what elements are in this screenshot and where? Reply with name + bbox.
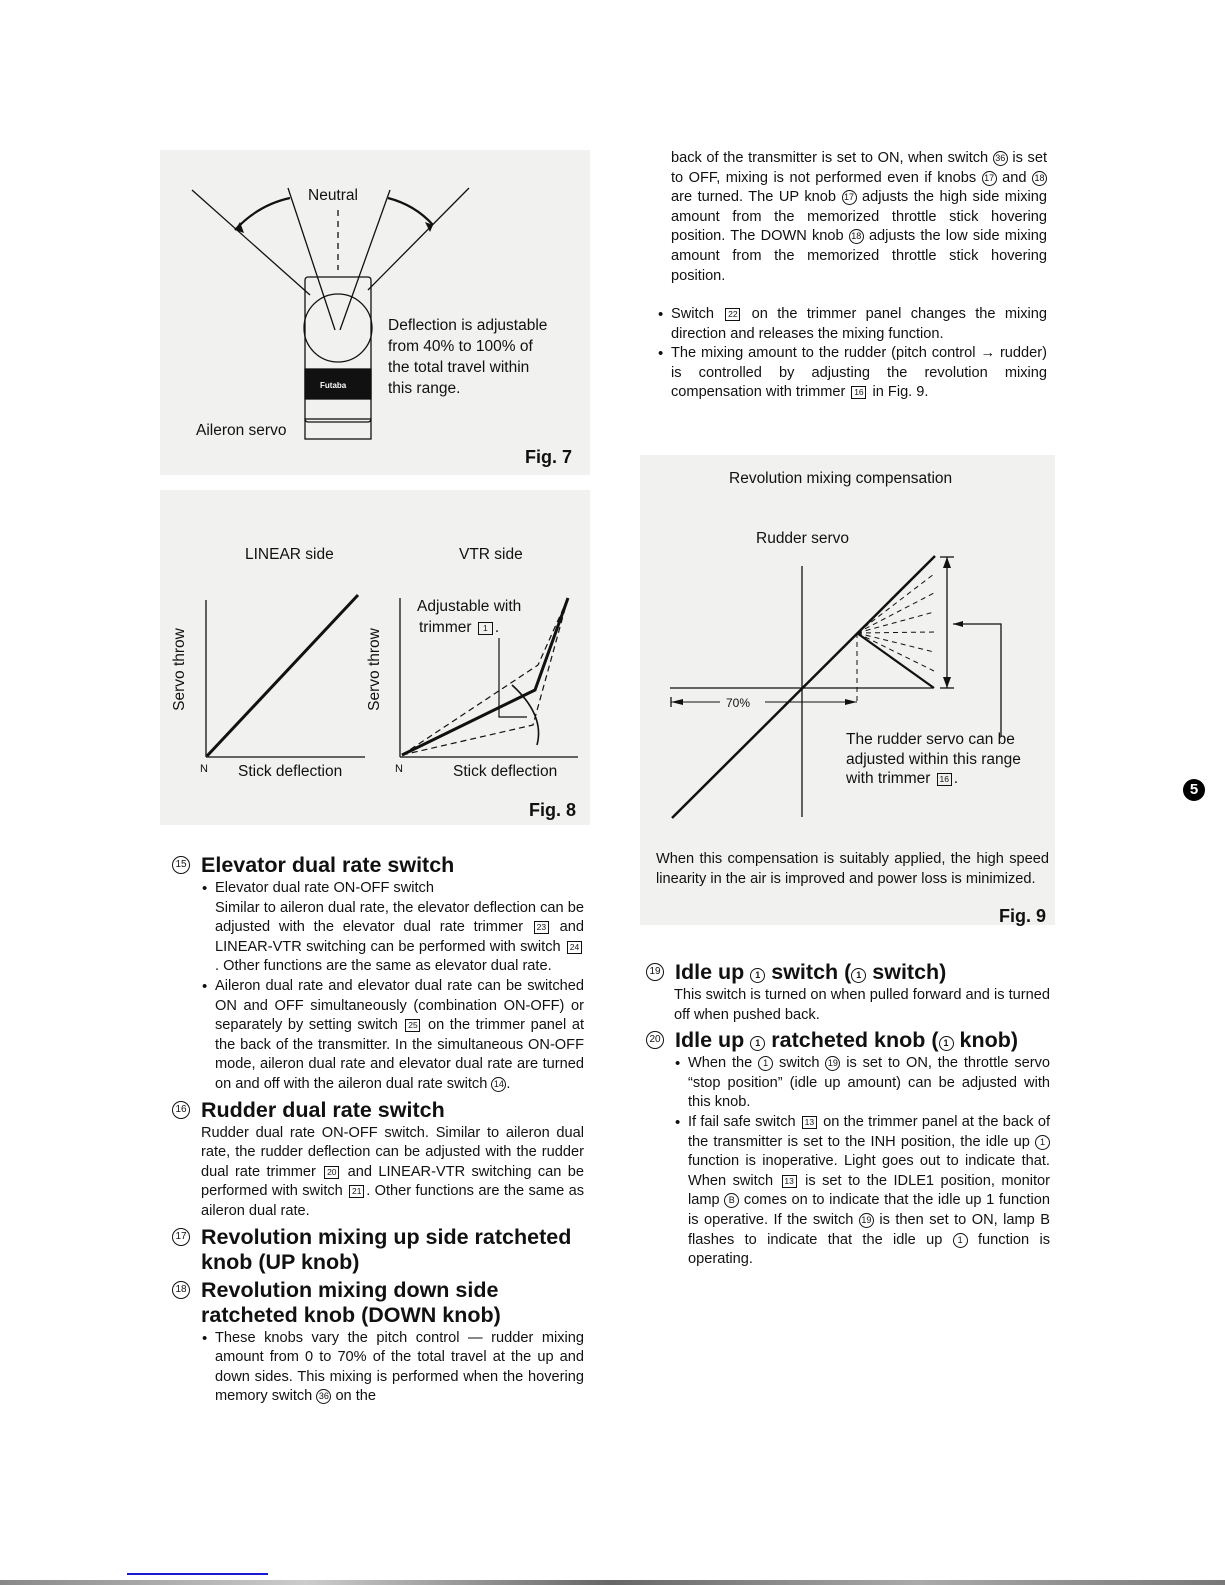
continued-paragraph: back of the transmitter is set to ON, when switch 36 is set to OFF, mixing is not performed even if knobs 17 and 18 are turned. The UP knob 17 adjusts the high side mixing amount from the memorized throttle stick hovering position. The DOWN knob 18 adjusts the low side mixing amount from the memorized throttle stick hovering position. (671, 150, 1048, 284)
fig8-caption: Fig. 8 (529, 800, 577, 820)
fig9-title: Revolution mixing compensation (729, 470, 953, 487)
s15-paragraph-1: Similar to aileron dual rate, the elevator deflection can be adjusted with the elevator dual rate trimmer 23 and LINEAR-VTR switching can be performed with switch 24. Other functions are the same as elevator dual rate. (215, 899, 584, 975)
vtr-note-line1: Adjustable with (417, 598, 522, 615)
vtr-note-line2: trimmer 1 . (419, 619, 500, 636)
brand-label: Futaba (320, 381, 347, 390)
s20-bullet-2: • If fail safe switch 13 on the trimmer panel at the back of the transmitter is set to the INH position, the idle up 1function is inoperative. Light goes out to indicate that. When switch 13 is set to the IDLE1 position, monitor lamp B comes on to indicate that the idle up 1 function is operative. If the switch 19 is then set to ON, lamp B flashes to indicate that the idle up 1 function is operating. (674, 1113, 1050, 1270)
fig9-note-1: The rudder servo can be (846, 731, 1015, 748)
linear-origin: N (200, 763, 208, 775)
deflection-note-4: this range. (388, 380, 461, 397)
section-16-heading: 16 Rudder dual rate switch (172, 1098, 584, 1123)
rudder-servo-label: Rudder servo (756, 530, 850, 547)
fig9-note-2: adjusted within this range (846, 751, 1021, 768)
scan-edge (0, 1580, 1225, 1585)
idle-up-1-icon: 1 (939, 1036, 954, 1051)
s15-bullet-2: • Aileron dual rate and elevator dual rate can be switched ON and OFF simultaneously (combination ON-OFF) or separately by setting switch 25 on the trimmer panel at the back of the transmitter. In the simultaneous ON-OFF mode, aileron dual rate and elevator dual rate are turned on and off with the aileron dual rate switch 14 . (201, 977, 584, 1095)
aileron-servo-label: Aileron servo (196, 422, 287, 439)
fig9-footer: When this compensation is suitably applied, the high speed linearity in the air is improved and power loss is minimized. (656, 851, 1049, 887)
right-column-bottom (646, 957, 1050, 1270)
linear-ylabel: Servo throw (170, 628, 188, 711)
trimmer-ref: 1 (478, 622, 493, 635)
section-20-heading: 20 Idle up 1 ratcheted knob ( 1 knob) (646, 1028, 1050, 1053)
linear-xlabel: Stick deflection (238, 763, 343, 780)
linear-side-title: LINEAR side (245, 546, 334, 563)
neutral-label: Neutral (308, 187, 358, 204)
deflection-note-1: Deflection is adjustable (388, 317, 548, 334)
s16-paragraph: Rudder dual rate ON-OFF switch. Similar to aileron dual rate, the rudder deflection can be adjusted with the rudder dual rate trimmer 20 and LINEAR-VTR switching can be performed with switch 21 . Other functions are the same as aileron dual rate. (201, 1124, 585, 1219)
vtr-ylabel: Servo throw (365, 628, 383, 711)
range-70-label: 70% (726, 696, 751, 710)
s20-bullet-1: • When the 1 switch 19 is set to ON, the throttle servo “stop position” (idle up amount) can be adjusted with this knob. (674, 1054, 1050, 1113)
fig9-caption: Fig. 9 (999, 906, 1047, 926)
monitor-lamp-b-icon: B (724, 1193, 739, 1208)
deflection-note-3: the total travel within (388, 359, 530, 376)
footer-link-underline (127, 1573, 268, 1575)
fig9-note-3: with trimmer 16 . (846, 770, 959, 787)
idle-up-1-icon: 1 (851, 968, 866, 983)
s18-bullet-1: • These knobs vary the pitch control — rudder mixing amount from 0 to 70% of the total travel at the up and down sides. This mixing is performed when the hovering memory switch 36 on the (201, 1329, 584, 1407)
idle-up-1-icon: 1 (750, 1036, 765, 1051)
vtr-side-title: VTR side (459, 546, 523, 563)
vtr-origin: N (395, 763, 403, 775)
deflection-note-2: from 40% to 100% of (388, 338, 533, 355)
section-15-heading: 15 Elevator dual rate switch (172, 853, 584, 878)
fig7-caption: Fig. 7 (525, 447, 573, 467)
mixing-amount-bullet: • The mixing amount to the rudder (pitch control → rudder) is controlled by adjusting the revolution mixing compensation with trimmer 16 in Fig. 9. (657, 344, 1047, 403)
page-number-badge: 5 (1183, 779, 1205, 801)
s19-paragraph: This switch is turned on when pulled forward and is turned off when pushed back. (674, 987, 1050, 1023)
vtr-xlabel: Stick deflection (453, 763, 558, 780)
switch-22-bullet: • Switch 22 on the trimmer panel changes the mixing direction and releases the mixing function. (657, 305, 1047, 344)
section-19-heading: 19 Idle up 1 switch ( 1 switch) (646, 960, 1050, 985)
section-18-heading: 18 Revolution mixing down side ratcheted knob (DOWN knob) (172, 1278, 584, 1328)
s15-bullet-1-head: • Elevator dual rate ON-OFF switch (201, 879, 584, 899)
idle-up-1-icon: 1 (750, 968, 765, 983)
section-17-heading: 17 Revolution mixing up side ratcheted knob (UP knob) (172, 1225, 584, 1275)
trimmer-16-ref: 16 (937, 773, 952, 786)
